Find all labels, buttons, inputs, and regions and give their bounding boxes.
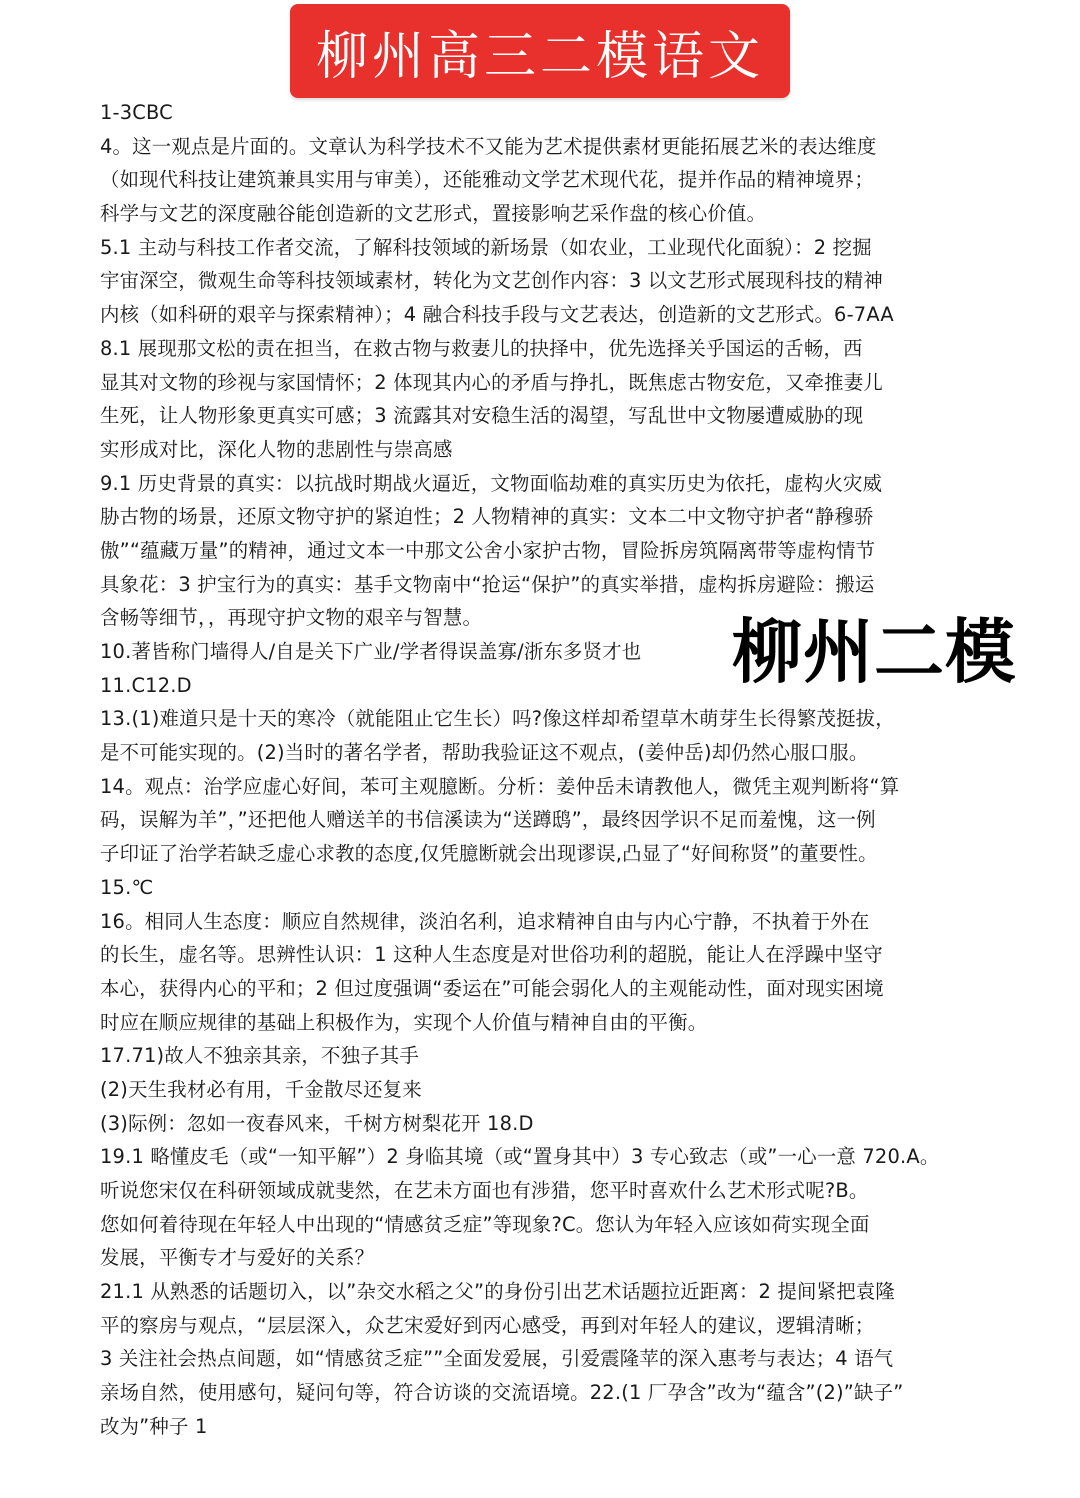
answer-line: 4。这一观点是片面的。文章认为科学技术不又能为艺术提供素材更能拓展艺米的表达维度 — [100, 134, 877, 158]
answer-line: 生死，让人物形象更真实可感；3 流露其对安稳生活的渴望，写乱世中文物屡遭威胁的现 — [100, 404, 864, 428]
answer-list — [100, 96, 1000, 1444]
answer-line: 16。相同人生态度：顺应自然规律，淡泊名利，追求精神自由与内心宁静，不执着于外在 — [100, 909, 870, 933]
answer-line: 19.1 略懂皮毛（或“一知平解”）2 身临其境（或“置身其中）3 专心致志（或”一心一意 720.A。 — [100, 1145, 940, 1169]
answer-line: 内核（如科研的艰辛与探索精神）；4 融合科技手段与文艺表达，创造新的文艺形式。6-7AA — [100, 303, 894, 327]
answer-line: 10.著皆称门墙得人/自是关下广业/学者得误盖寡/浙东多贤才也 — [100, 640, 642, 663]
answer-line: 含畅等细节，，再现守护文物的艰辛与智慧。 — [100, 606, 483, 630]
answer-line: 您如何着待现在年轻人中出现的“情感贫乏症”等现象?C。您认为年轻入应该如荷实现全面 — [100, 1212, 870, 1236]
answer-line: 14。观点：治学应虚心好间，苯可主观臆断。分析：姜仲岳未请教他人，微凭主观判断将“算 — [100, 774, 900, 798]
title-banner — [290, 4, 790, 98]
answer-line: 码，误解为羊”，”还把他人赠送羊的书信溪读为“送蹲鸱”，最终因学识不足而羞愧，这一例 — [100, 808, 876, 832]
answer-line: 傲”“蕴藏万量”的精神，通过文本一中那文公舍小家护古物，冒险拆房筑隔离带等虚构情节 — [100, 538, 876, 562]
answer-line: 胁古物的场景，还原文物守护的紧迫性；2 人物精神的真实：文本二中文物守护者“静穆骄 — [100, 505, 874, 529]
answer-line: 显其对文物的珍视与家国情怀；2 体现其内心的矛盾与挣扎，既焦虑古物安危，又牵推妻儿 — [100, 370, 883, 394]
answer-line: 时应在顺应规律的基础上积极作为，实现个人价值与精神自由的平衡。 — [100, 1010, 708, 1034]
answer-line: 实形成对比，深化人物的悲剧性与崇高感 — [100, 437, 453, 461]
answer-line: 13.(1)难道只是十天的寒冷（就能阻止它生长）吗?像这样却希望草木萌芽生长得繁茂挺拔， — [100, 707, 895, 731]
answer-line: 亲场自然，使用感句，疑问句等，符合访谈的交流语境。22.(1 厂孕含”改为“蕴含”(2)”缺子” — [100, 1381, 904, 1405]
answer-line: 17.71)故人不独亲其亲，不独子其手 — [100, 1044, 419, 1068]
answer-line: 听说您宋仅在科研领域成就斐然，在艺未方面也有涉猎，您平时喜欢什么艺术形式呢?B。 — [100, 1179, 869, 1202]
answer-line: 平的察房与观点，“层层深入，众艺宋爱好到丙心感受，再到对年轻人的建议，逻辑清晰； — [100, 1313, 875, 1337]
answer-line: 宇宙深空，微观生命等科技领域素材，转化为文艺创作内容：3 以文艺形式展现科技的精神 — [100, 269, 883, 293]
answer-line: 21.1 从熟悉的话题切入，以”杂交水稻之父”的身份引出艺术话题拉近距离：2 提间紧把袁隆 — [100, 1280, 895, 1304]
answer-line: 15.℃ — [100, 875, 154, 899]
answer-line: 具象花：3 护宝行为的真实：基手文物南中“抢运“保护”的真实举措，虚构拆房避险：搬运 — [100, 572, 875, 596]
answer-line: 9.1 历史背景的真实：以抗战时期战火逼近，文物面临劫难的真实历史为依托，虚构火灾威 — [100, 471, 883, 495]
answer-line: 是不可能实现的。(2)当时的著名学者，帮助我验证这不观点，(姜仲岳)却仍然心服口服。 — [100, 741, 869, 765]
watermark-stamp: 柳州二模 — [732, 612, 1042, 692]
answer-line: 11.C12.D — [100, 673, 192, 697]
answer-line: 3 关注社会热点间题，如“情感贫乏症””全面发爱展，引爱震隆苹的深入惠考与表达；4 语气 — [100, 1347, 894, 1371]
answer-line: 科学与文艺的深度融谷能创造新的文艺形式，置接影响艺采作盘的核心价值。 — [100, 202, 767, 226]
answer-line: (2)天生我材必有用，千金散尽还复来 — [100, 1077, 422, 1101]
answer-line: 子印证了治学若缺乏虚心求教的态度,仅凭臆断就会出现谬误,凸显了“好间称贤”的董要性。 — [100, 842, 878, 866]
answer-line: 的长生，虚名等。思辨性认识：1 这种人生态度是对世俗功利的超脱，能让人在浮躁中坚守 — [100, 943, 883, 967]
answer-line: 1-3CBC — [100, 101, 173, 124]
answer-line: (3)际例：忽如一夜春风来，千树方树梨花开 18.D — [100, 1111, 534, 1135]
page-title: 柳州高三二模语文 — [315, 26, 764, 87]
answer-line: 发展，平衡专才与爱好的关系？ — [100, 1246, 375, 1270]
answer-line: 本心，获得内心的平和；2 但过度强调“委运在”可能会弱化人的主观能动性，面对现实困境 — [100, 976, 884, 1000]
answer-line: 改为”种子 1 — [100, 1414, 208, 1438]
answer-line: （如现代科技让建筑兼具实用与审美），还能雅动文学艺术现代花，提并作品的精神境界； — [100, 168, 874, 192]
answer-line: 5.1 主动与科技工作者交流，了解科技领域的新场景（如农业，工业现代化面貌）：2 挖掘 — [100, 235, 872, 259]
answer-line: 8.1 展现那文松的责在担当，在救古物与救妻儿的抉择中，优先选择关乎国运的舌畅，西 — [100, 336, 863, 360]
